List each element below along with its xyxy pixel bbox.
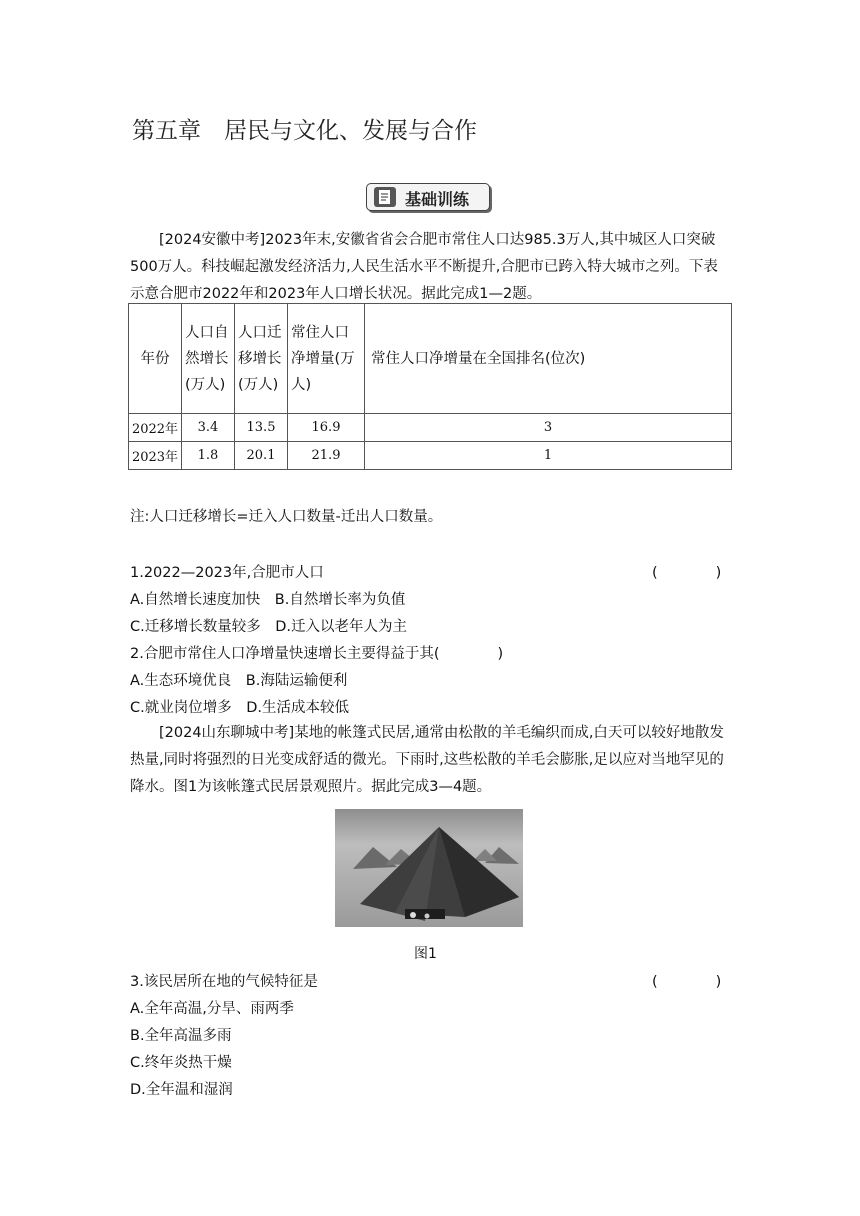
table-cell: 1.8 [182,442,235,470]
question-3-option: C.终年炎热干燥 [130,1055,232,1071]
table-cell: 13.5 [235,414,288,442]
question-3-stem: 3.该民居所在地的气候特征是 [130,974,318,990]
question-2-options-cd: C.就业岗位增多 D.生活成本较低 [130,700,350,716]
question-1-options-cd: C.迁移增长数量较多 D.迁入以老年人为主 [130,619,408,635]
table-cell: 21.9 [288,442,365,470]
answer-blank[interactable]: ( ) [652,565,722,581]
section-badge-label: 基础训练 [405,190,470,209]
table-row [129,442,732,470]
intro-paragraph-2: [2024山东聊城中考]某地的帐篷式民居,通常由松散的羊毛编织而成,白天可以较好地散发热量,同时将强烈的日光变成舒适的微光。下雨时,这些松散的羊毛会膨胀,足以应对当地罕见的降水。图1为该帐篷式民居景观照片。据此完成3—4题。 [130,725,724,795]
table-header: 人口迁移增长(万人) [235,304,288,414]
question-3-option: D.全年温和湿润 [130,1082,233,1098]
table-cell: 1 [365,442,732,470]
question-2-options-ab: A.生态环境优良 B.海陆运输便利 [130,673,348,689]
notebook-icon [374,187,396,207]
table-header-row [129,304,732,414]
section-badge [366,183,492,213]
question-3-option: A.全年高温,分旱、雨两季 [130,1001,294,1017]
question-1-stem: 1.2022—2023年,合肥市人口 [130,565,324,581]
chapter-title: 第五章 居民与文化、发展与合作 [132,118,477,144]
table-note: 注:人口迁移增长=迁入人口数量-迁出人口数量。 [130,509,443,525]
table-row [129,414,732,442]
answer-blank[interactable]: ( ) [652,974,722,990]
table-cell: 20.1 [235,442,288,470]
table-cell: 16.9 [288,414,365,442]
table-cell: 3 [365,414,732,442]
intro-paragraph-1: [2024安徽中考]2023年末,安徽省省会合肥市常住人口达985.3万人,其中城区人口突破500万人。科技崛起激发经济活力,人民生活水平不断提升,合肥市已跨入特大城市之列。下表示意合肥市2022年和2023年人口增长状况。据此完成1—2题。 [130,232,718,302]
table-header: 常住人口净增量(万人) [288,304,365,414]
question-2-stem: 2.合肥市常住人口净增量快速增长主要得益于其( ) [130,646,504,662]
table-cell: 2022年 [129,414,182,442]
table-header: 常住人口净增量在全国排名(位次) [365,304,732,414]
figure-caption: 图1 [414,946,437,962]
table-header: 年份 [129,304,182,414]
question-1-options-ab: A.自然增长速度加快 B.自然增长率为负值 [130,592,406,608]
tent-photo [335,809,523,927]
table-cell: 3.4 [182,414,235,442]
table-cell: 2023年 [129,442,182,470]
population-table [128,303,732,470]
question-3-option: B.全年高温多雨 [130,1028,232,1044]
table-header: 人口自然增长(万人) [182,304,235,414]
